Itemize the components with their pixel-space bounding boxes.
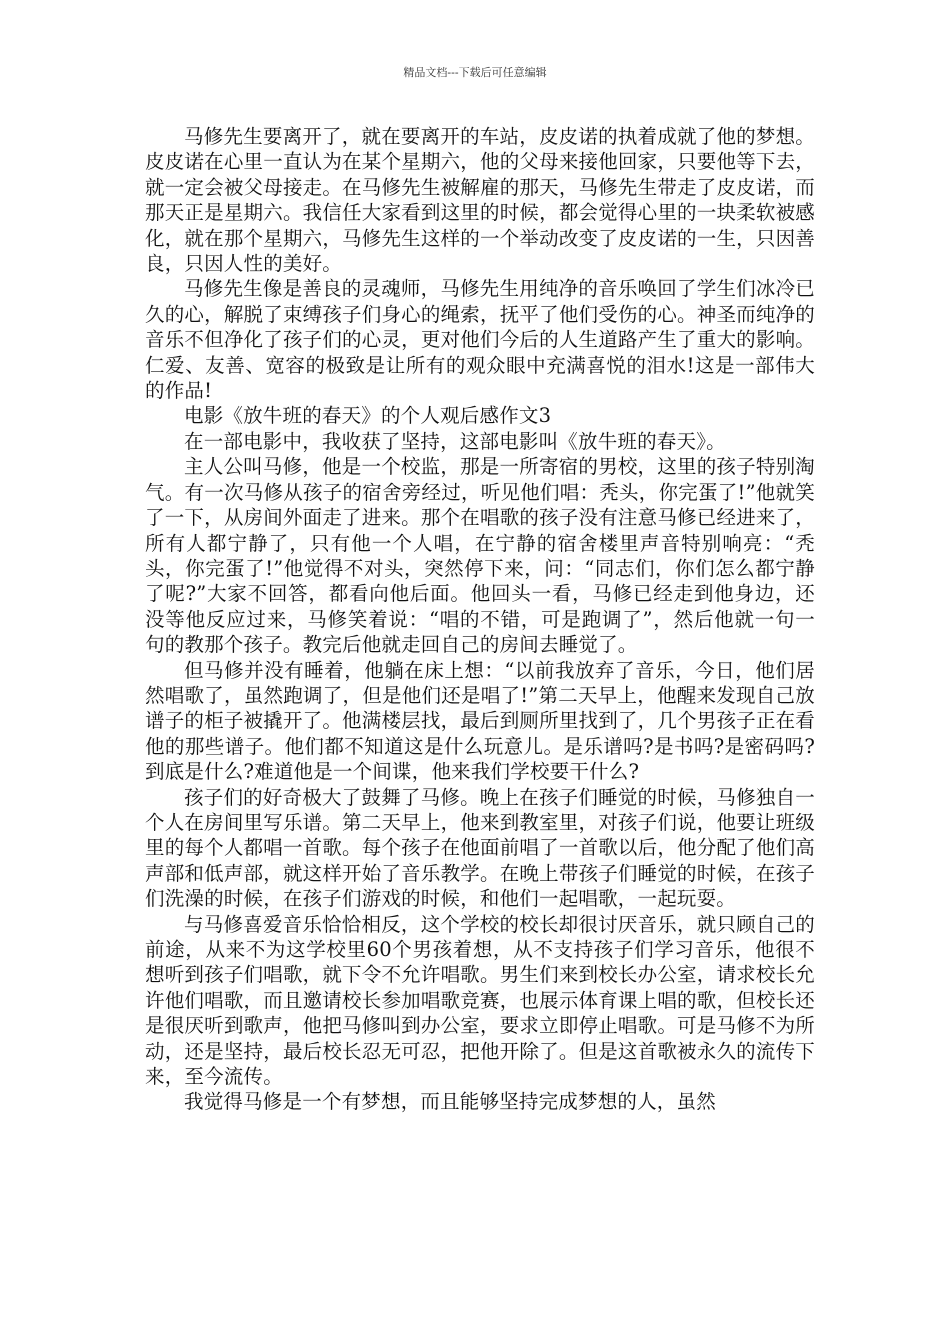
paragraph: 马修先生像是善良的灵魂师，马修先生用纯净的音乐唤回了学生们冰冷已久的心，解脱了束缚孩子们身心的绳索，抚平了他们受伤的心。神圣而纯净的音乐不但净化了孩子们的心灵，更对他们今后的人生道路产生了重大的影响。仁爱、友善、宽容的极致是让所有的观众眼中充满喜悦的泪水!这是一部伟大的作品! xyxy=(145,277,815,403)
paragraph: 马修先生要离开了，就在要离开的车站，皮皮诺的执着成就了他的梦想。皮皮诺在心里一直认为在某个星期六，他的父母来接他回家，只要他等下去，就一定会被父母接走。在马修先生被解雇的那天，马修先生带走了皮皮诺，而那天正是星期六。我信任大家看到这里的时候，都会觉得心里的一块柔软被感化，就在那个星期六，马修先生这样的一个举动改变了皮皮诺的一生，只因善良，只因人性的美好。 xyxy=(145,125,815,276)
section-heading: 电影《放牛班的春天》的个人观后感作文3 xyxy=(184,404,552,428)
page-header: 精品文档---下载后可任意编辑 xyxy=(403,66,547,79)
paragraph: 但马修并没有睡着，他躺在床上想：“以前我放弃了音乐，今日，他们居然唱歌了，虽然跑调了，但是他们还是唱了!”第二天早上，他醒来发现自己放谱子的柜子被撬开了。他满楼层找，最后到厕所里找到了，几个男孩子正在看他的那些谱子。他们都不知道这是什么玩意儿。是乐谱吗?是书吗?是密码吗?到底是什么?难道他是一个间谍，他来我们学校要干什么? xyxy=(145,658,815,784)
paragraph: 主人公叫马修，他是一个校监，那是一所寄宿的男校，这里的孩子特别淘气。有一次马修从孩子的宿舍旁经过，听见他们唱：秃头，你完蛋了!”他就笑了一下，从房间外面走了进来。那个在唱歌的孩子没有注意马修已经进来了，所有人都宁静了，只有他一个人唱，在宁静的宿舍楼里声音特别响亮：“秃头，你完蛋了!”他觉得不对头，突然停下来，问：“同志们，你们怎么都宁静了呢?”大家不回答，都看向他后面。他回头一看，马修已经走到他身边，还没等他反应过来，马修笑着说：“唱的不错，可是跑调了”，然后他就一句一句的教那个孩子。教完后他就走回自己的房间去睡觉了。 xyxy=(145,455,815,657)
paragraph: 孩子们的好奇极大了鼓舞了马修。晚上在孩子们睡觉的时候，马修独自一个人在房间里写乐谱。第二天早上，他来到教室里，对孩子们说，他要让班级里的每个人都唱一首歌。每个孩子在他面前唱了一首歌以后，他分配了他们高声部和低声部，就这样开始了音乐教学。在晚上带孩子们睡觉的时候，在孩子们洗澡的时候，在孩子们游戏的时候，和他们一起唱歌，一起玩耍。 xyxy=(145,785,815,911)
paragraph: 与马修喜爱音乐恰恰相反，这个学校的校长却很讨厌音乐，就只顾自己的前途，从来不为这学校里60个男孩着想，从不支持孩子们学习音乐，他很不想听到孩子们唱歌，就下令不允许唱歌。男生们来到校长办公室，请求校长允许他们唱歌，而且邀请校长参加唱歌竞赛，也展示体育课上唱的歌，但校长还是很厌听到歌声，他把马修叫到办公室，要求立即停止唱歌。可是马修不为所动，还是坚持，最后校长忍无可忍，把他开除了。但是这首歌被永久的流传下来，至今流传。 xyxy=(145,912,815,1089)
paragraph: 在一部电影中，我收获了坚持，这部电影叫《放牛班的春天》。 xyxy=(184,429,726,453)
document-body xyxy=(145,124,815,1115)
paragraph: 我觉得马修是一个有梦想，而且能够坚持完成梦想的人，虽然 xyxy=(184,1090,716,1114)
